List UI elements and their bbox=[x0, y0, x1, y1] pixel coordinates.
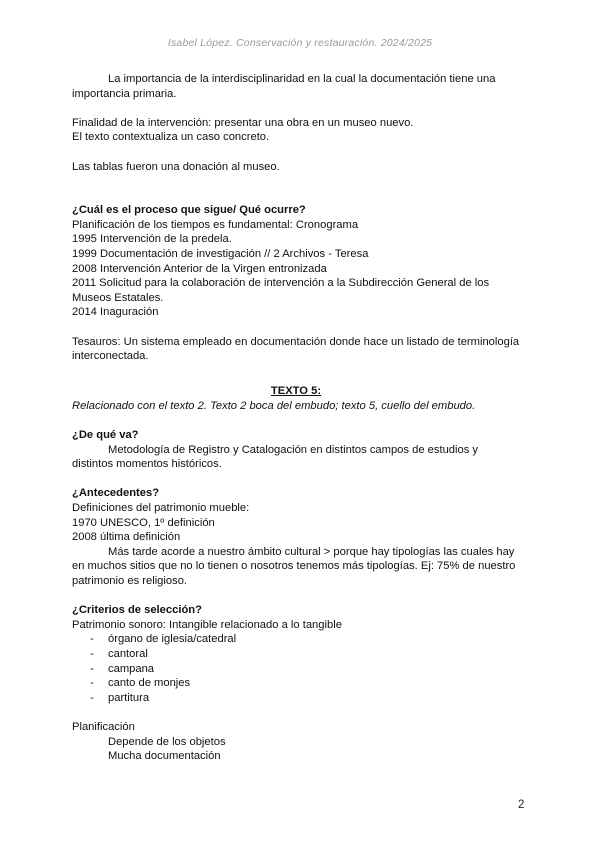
intro-contexto: El texto contextualiza un caso concreto. bbox=[72, 131, 270, 144]
list-item-text: canto de monjes bbox=[108, 677, 191, 690]
page-number: 2 bbox=[518, 799, 525, 811]
list-item-text: cantoral bbox=[108, 647, 148, 660]
antecedentes-line: 2008 última definición bbox=[72, 531, 181, 544]
criterios-list bbox=[72, 632, 520, 705]
list-item-text: campana bbox=[108, 662, 155, 675]
criterios-heading: ¿Criterios de selección? bbox=[72, 604, 202, 617]
proceso-line: 2008 Intervención Anterior de la Virgen entronizada bbox=[72, 262, 327, 275]
planificacion-item: Mucha documentación bbox=[108, 750, 221, 763]
de-que-va-heading: ¿De qué va? bbox=[72, 429, 139, 442]
dash-bullet: - bbox=[90, 633, 94, 646]
proceso-line: 1999 Documentación de investigación // 2 Archivos - Teresa bbox=[72, 247, 369, 260]
planificacion-item: Depende de los objetos bbox=[108, 735, 226, 748]
proceso-line: 2011 Solicitud para la colaboración de intervención a la Subdirección General de los Museos Estatales. bbox=[72, 277, 490, 304]
page-header: Isabel López. Conservación y restauración. 2024/2025 bbox=[167, 37, 433, 49]
proceso-line: Planificación de los tiempos es fundamental: Cronograma bbox=[72, 218, 359, 231]
list-item bbox=[72, 691, 520, 706]
list-item-text: partitura bbox=[108, 691, 150, 704]
list-item bbox=[72, 662, 520, 677]
antecedentes-paragraph: Más tarde acorde a nuestro ámbito cultural > porque hay tipologías las cuales hay en muchos sitios que no lo tienen o nosotros tenemos más tipologías. Ej: 75% de nuestro patrimonio es religioso. bbox=[72, 545, 516, 587]
texto5-title: TEXTO 5: bbox=[270, 385, 322, 398]
proceso-line: 1995 Intervención de la predela. bbox=[72, 233, 232, 246]
criterios-intro: Patrimonio sonoro: Intangible relacionado a lo tangible bbox=[72, 618, 342, 631]
document-body bbox=[72, 72, 520, 764]
intro-finalidad: Finalidad de la intervención: presentar una obra en un museo nuevo. bbox=[72, 116, 414, 129]
intro-donacion: Las tablas fueron una donación al museo. bbox=[72, 160, 280, 173]
proceso-heading: ¿Cuál es el proceso que sigue/ Qué ocurre? bbox=[72, 204, 306, 217]
antecedentes-line: 1970 UNESCO, 1º definición bbox=[72, 516, 215, 529]
list-item bbox=[72, 647, 520, 662]
list-item bbox=[72, 632, 520, 647]
antecedentes-line: Definiciones del patrimonio mueble: bbox=[72, 502, 250, 515]
antecedentes-heading: ¿Antecedentes? bbox=[72, 487, 160, 500]
tesauros-paragraph: Tesauros: Un sistema empleado en documentación donde hace un listado de terminología interconectada. bbox=[72, 335, 520, 363]
list-item-text: órgano de iglesia/catedral bbox=[108, 633, 237, 646]
dash-bullet: - bbox=[90, 677, 94, 690]
list-item bbox=[72, 676, 520, 691]
proceso-line: 2014 Inaguración bbox=[72, 306, 159, 319]
texto5-subtitle: Relacionado con el texto 2. Texto 2 boca del embudo; texto 5, cuello del embudo. bbox=[72, 399, 476, 412]
dash-bullet: - bbox=[90, 647, 94, 660]
dash-bullet: - bbox=[90, 662, 94, 675]
dash-bullet: - bbox=[90, 691, 94, 704]
de-que-va-text: Metodología de Registro y Catalogación en distintos campos de estudios y distintos momentos históricos. bbox=[72, 443, 479, 471]
planificacion-label: Planificación bbox=[72, 720, 135, 733]
intro-paragraph: La importancia de la interdisciplinaridad en la cual la documentación tiene una importancia primaria. bbox=[72, 73, 496, 100]
